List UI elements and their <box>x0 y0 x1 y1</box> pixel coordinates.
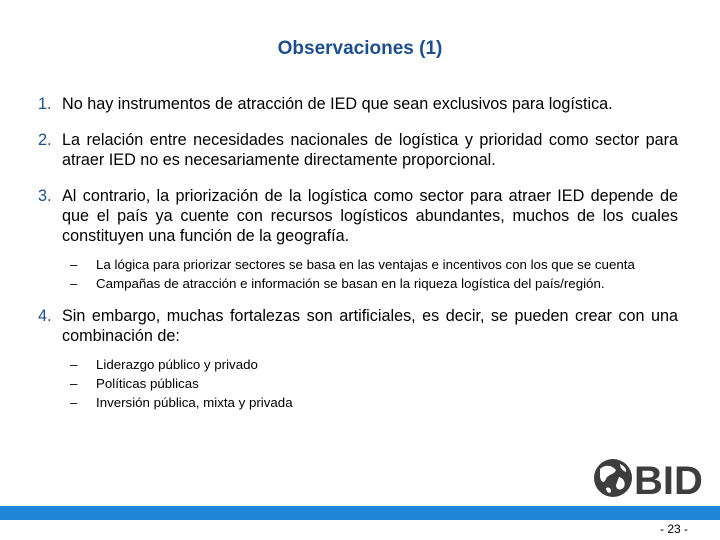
sub-list-item <box>62 275 678 292</box>
dash-bullet: – <box>70 257 78 272</box>
globe-icon <box>594 459 632 497</box>
slide-title: Observaciones (1) <box>277 38 443 59</box>
item-text: No hay instrumentos de atracción de IED que sean exclusivos para logística. <box>62 95 613 113</box>
sub-item-text: Políticas públicas <box>96 376 199 391</box>
sub-item-text: Liderazgo público y privado <box>96 357 258 372</box>
item-text: Sin embargo, muchas fortalezas son artificiales, es decir, se pueden crear con una combinación de: <box>62 307 678 345</box>
dash-bullet: – <box>70 276 78 291</box>
item-number: 3. <box>38 187 52 205</box>
dash-bullet: – <box>70 395 78 410</box>
sub-item-text: La lógica para priorizar sectores se basa en las ventajas e incentivos con los que se cuenta <box>96 257 635 272</box>
list-item <box>38 306 678 346</box>
sub-list-item <box>62 375 678 392</box>
list-item <box>38 94 678 114</box>
item-number: 4. <box>38 307 52 325</box>
dash-bullet: – <box>70 357 78 372</box>
dash-bullet: – <box>70 376 78 391</box>
sub-list-item <box>62 394 678 411</box>
sub-item-text: Inversión pública, mixta y privada <box>96 395 293 410</box>
bid-logo <box>592 455 704 501</box>
list-item <box>38 186 678 246</box>
sub-list-item <box>62 356 678 373</box>
item-number: 2. <box>38 131 52 149</box>
item-text: Al contrario, la priorización de la logística como sector para atraer IED depende de que el país ya cuente con recursos logísticos abundantes, muchos de los cuales constituyen una función de la geografía. <box>62 187 678 245</box>
sub-list <box>62 356 678 411</box>
item-number: 1. <box>38 95 52 113</box>
page-number: - 23 - <box>659 522 688 536</box>
slide-content <box>38 94 678 425</box>
sub-list <box>62 256 678 292</box>
list-item <box>38 130 678 170</box>
sub-list-item <box>62 256 678 273</box>
logo-text: BID <box>634 459 703 501</box>
bottom-bar <box>0 506 720 520</box>
item-text: La relación entre necesidades nacionales de logística y prioridad como sector para atraer IED no es necesariamente directamente proporcional. <box>62 131 678 169</box>
sub-item-text: Campañas de atracción e información se basan en la riqueza logística del país/región. <box>96 276 605 291</box>
